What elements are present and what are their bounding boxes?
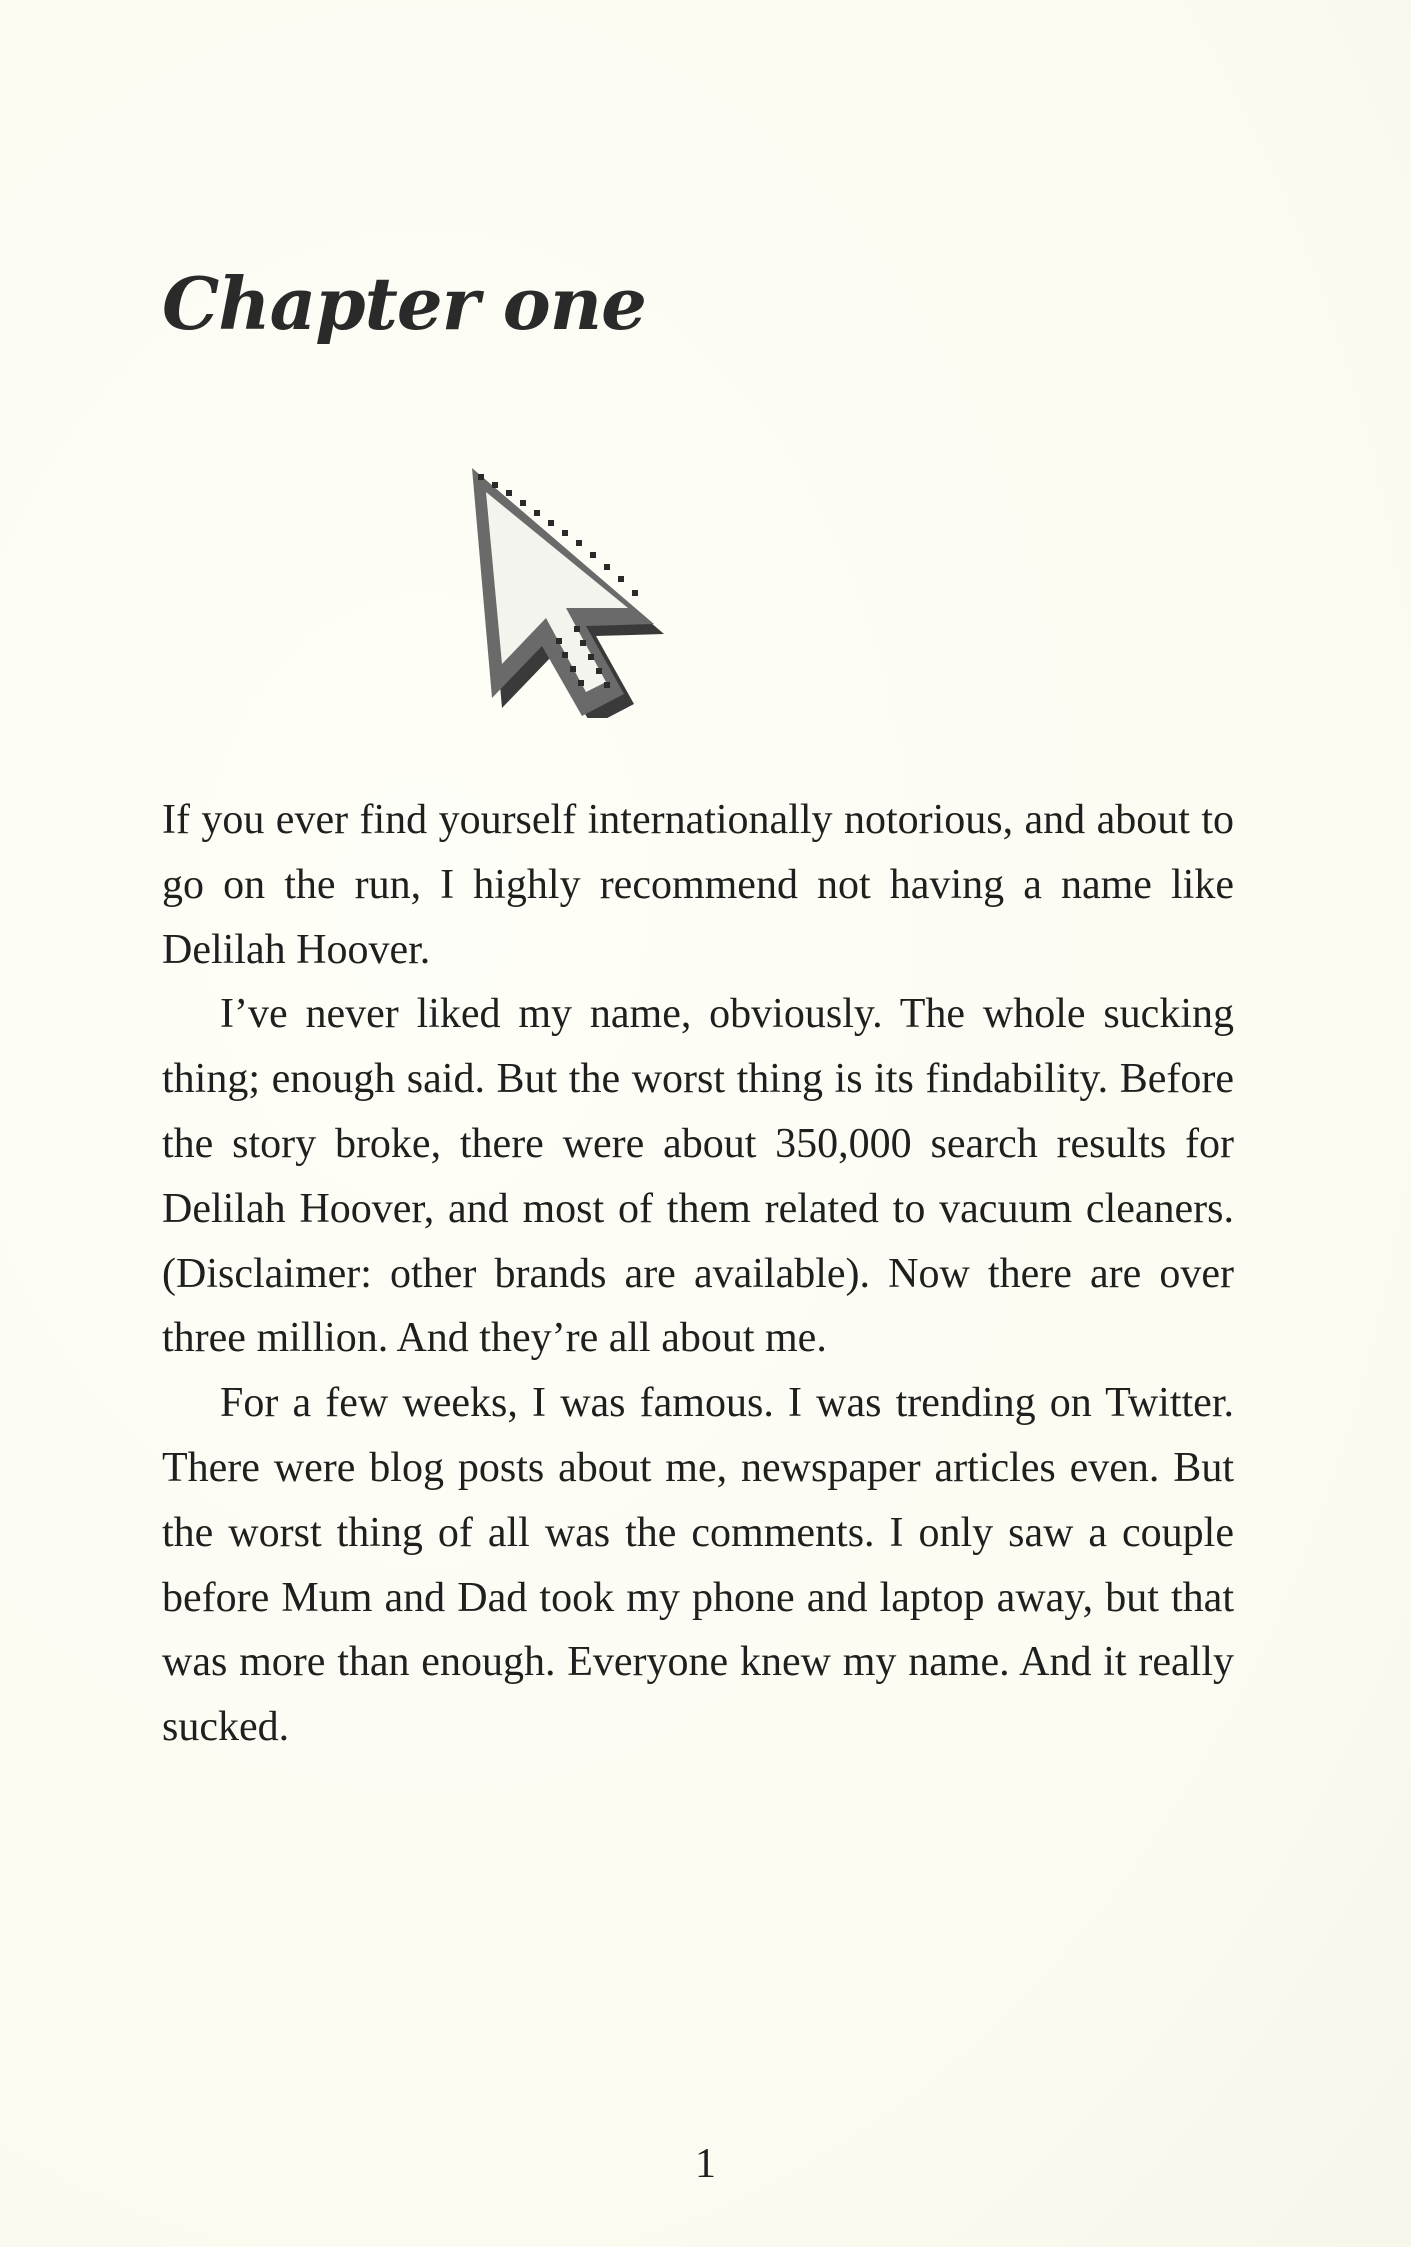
mouse-pointer-icon [458,458,708,718]
paragraph-3: For a few weeks, I was famous. I was trending on Twitter. There were blog posts about me, newspaper articles even. But the worst thing of all was the comments. I only saw a couple before Mum and Dad took my phone and laptop away, but that was more than enough. Everyone knew my name. And it really sucked. [162,1380,1234,1751]
chapter-body [162,788,1234,1760]
paragraph-1: If you ever find yourself internationally notorious, and about to go on the run, I highly recommend not having a name like Delilah Hoover. [162,797,1234,973]
page-number: 1 [695,2141,716,2187]
paragraph-2: I’ve never liked my name, obviously. The whole sucking thing; enough said. But the worst thing is its findability. Before the story broke, there were about 350,000 search results for Delilah Hoover, and most of them related to vacuum cleaners. (Disclaimer: other brands are available). Now there are over three million. And they’re all about me. [162,991,1234,1362]
chapter-title: Chapter one [162,261,646,346]
